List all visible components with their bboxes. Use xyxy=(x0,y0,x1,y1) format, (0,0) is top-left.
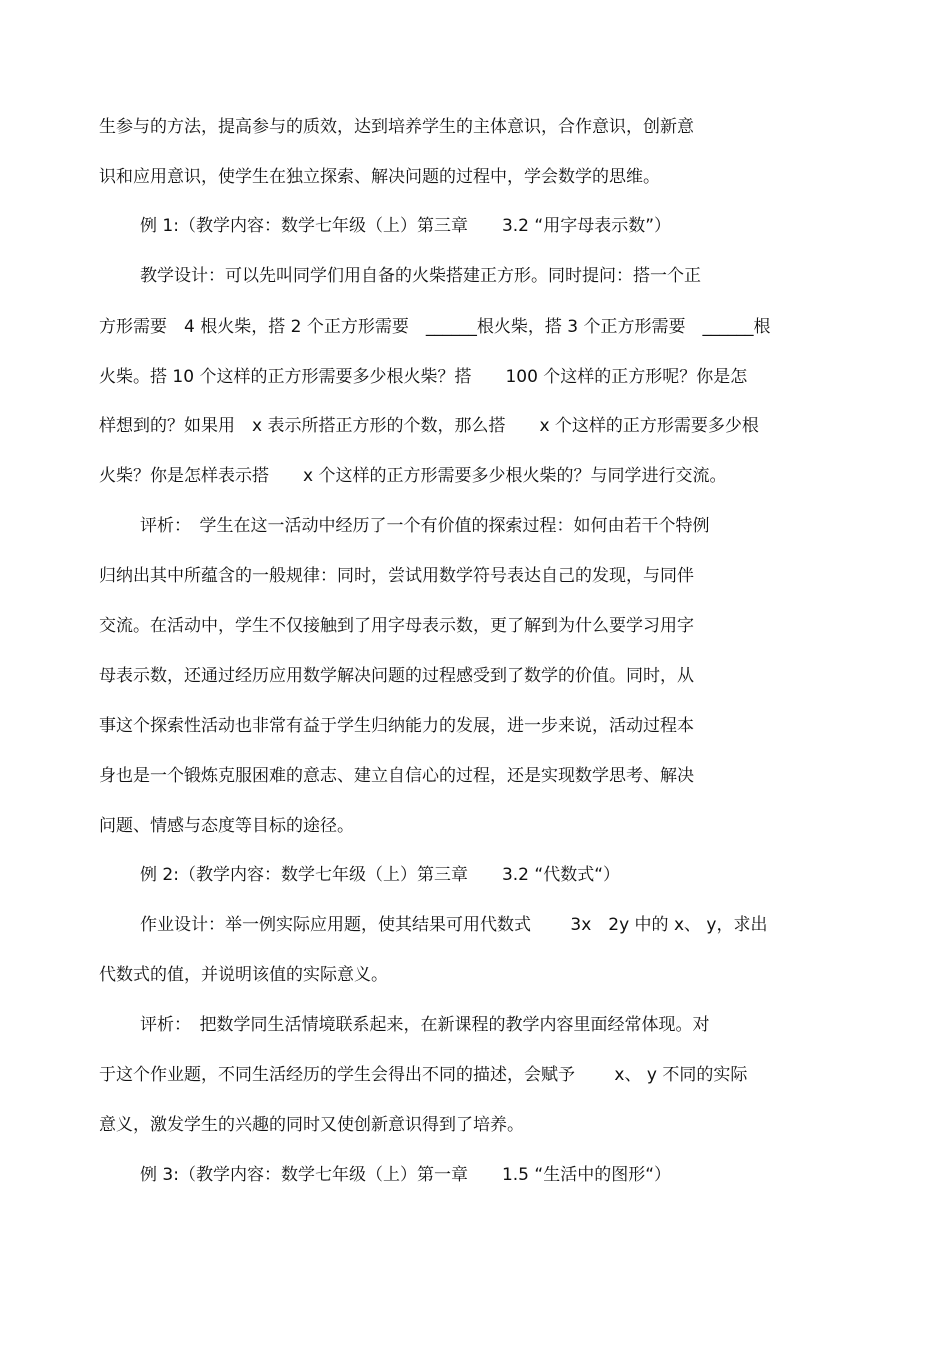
paragraph-line: 作业设计：举一例实际应用题，使其结果可用代数式 3x 2y 中的 x、 y，求出 xyxy=(140,915,768,935)
paragraph-line: 身也是一个锻炼克服困难的意志、建立自信心的过程，还是实现数学思考、解决 xyxy=(99,766,694,786)
paragraph-line: 识和应用意识，使学生在独立探索、解决问题的过程中，学会数学的思维。 xyxy=(99,167,660,187)
paragraph-line: 事这个探索性活动也非常有益于学生归纳能力的发展，进一步来说，活动过程本 xyxy=(99,716,694,736)
paragraph-line: 代数式的值，并说明该值的实际意义。 xyxy=(99,965,388,985)
paragraph-line: 生参与的方法，提高参与的质效，达到培养学生的主体意识，合作意识，创新意 xyxy=(99,117,694,137)
paragraph-line: 评析： 学生在这一活动中经历了一个有价值的探索过程：如何由若干个特例 xyxy=(140,516,710,536)
paragraph-line: 方形需要 4 根火柴，搭 2 个正方形需要 ______根火柴，搭 3 个正方形需要 ______根 xyxy=(99,317,771,337)
paragraph-line: 问题、情感与态度等目标的途径。 xyxy=(99,816,354,836)
paragraph-line: 于这个作业题，不同生活经历的学生会得出不同的描述，会赋予 x、 y 不同的实际 xyxy=(99,1065,748,1085)
example-heading: 例 2:（教学内容：数学七年级（上）第三章 3.2 “代数式“） xyxy=(140,865,620,885)
paragraph-line: 火柴。搭 10 个这样的正方形需要多少根火柴？搭 100 个这样的正方形呢？你是怎 xyxy=(99,367,748,387)
example-heading: 例 3:（教学内容：数学七年级（上）第一章 1.5 “生活中的图形“） xyxy=(140,1165,671,1185)
paragraph-line: 母表示数，还通过经历应用数学解决问题的过程感受到了数学的价值。同时，从 xyxy=(99,666,694,686)
paragraph-line: 样想到的？如果用 x 表示所搭正方形的个数，那么搭 x 个这样的正方形需要多少根 xyxy=(99,416,759,436)
paragraph-line: 评析： 把数学同生活情境联系起来，在新课程的教学内容里面经常体现。对 xyxy=(140,1015,710,1035)
paragraph-line: 交流。在活动中，学生不仅接触到了用字母表示数，更了解到为什么要学习用字 xyxy=(99,616,694,636)
paragraph-line: 意义，激发学生的兴趣的同时又使创新意识得到了培养。 xyxy=(99,1115,524,1135)
paragraph-line: 归纳出其中所蕴含的一般规律：同时，尝试用数学符号表达自己的发现，与同伴 xyxy=(99,566,694,586)
paragraph-line: 火柴？你是怎样表示搭 x 个这样的正方形需要多少根火柴的？与同学进行交流。 xyxy=(99,466,727,486)
example-heading: 例 1:（教学内容：数学七年级（上）第三章 3.2 “用字母表示数”） xyxy=(140,216,671,236)
paragraph-line: 教学设计：可以先叫同学们用自备的火柴搭建正方形。同时提问：搭一个正 xyxy=(140,266,701,286)
